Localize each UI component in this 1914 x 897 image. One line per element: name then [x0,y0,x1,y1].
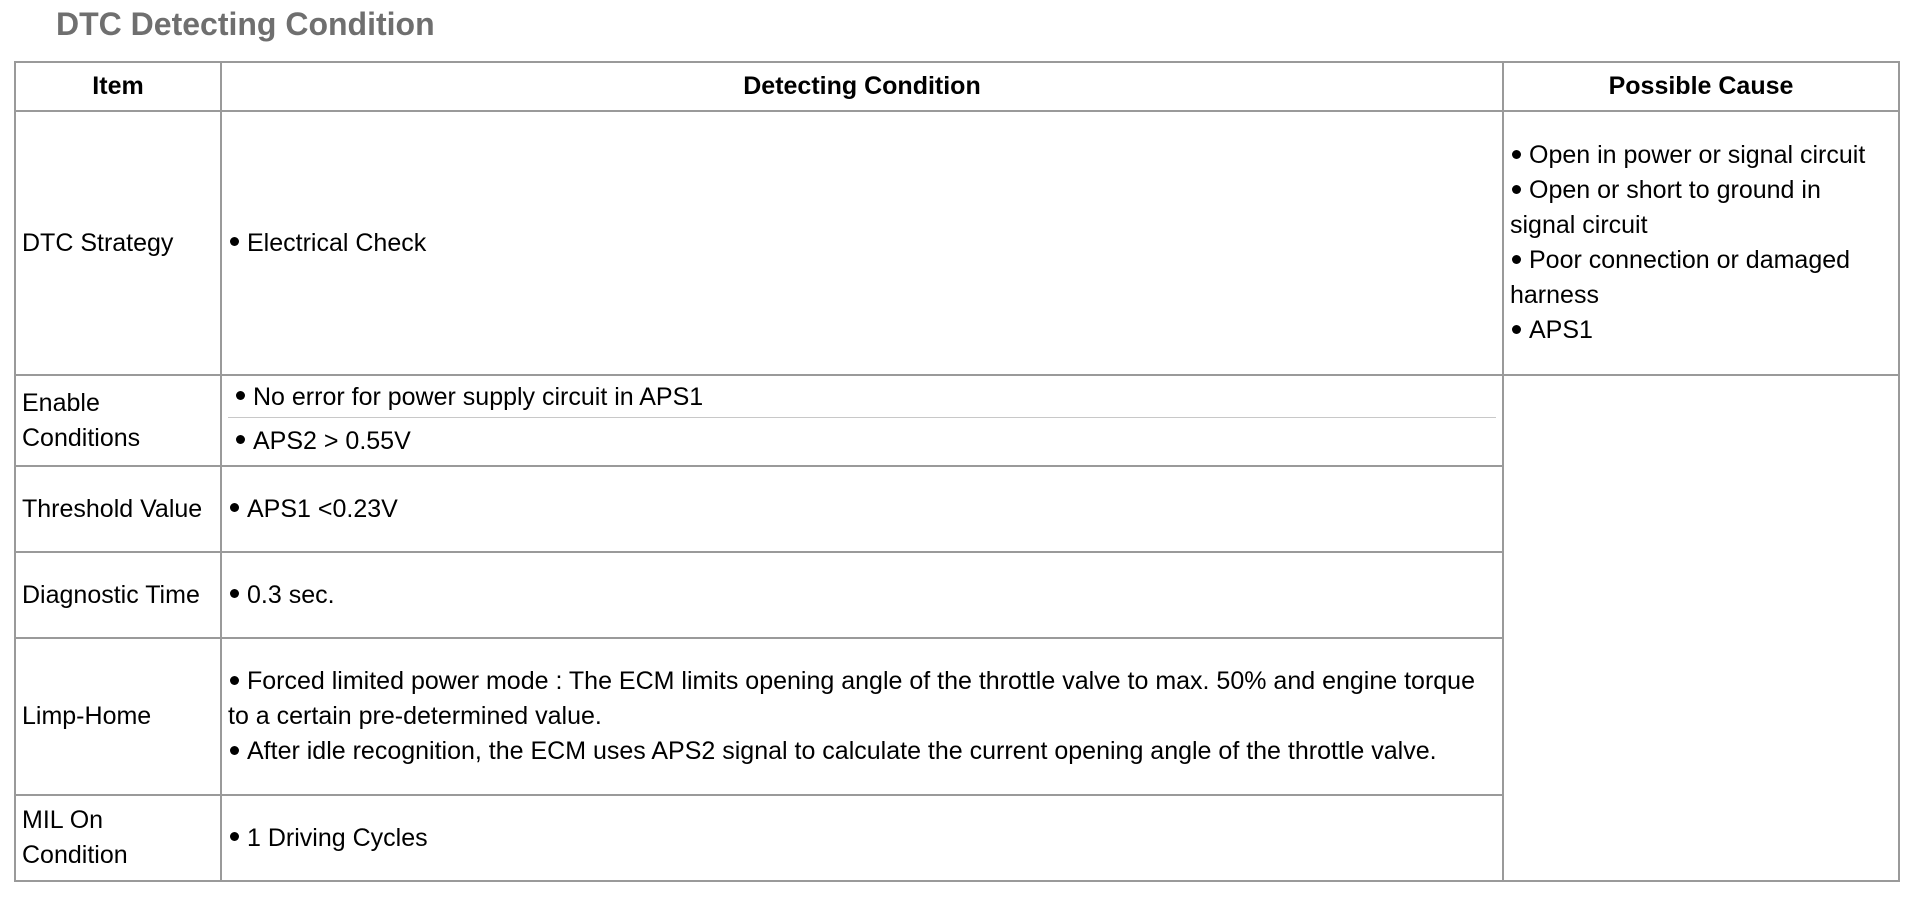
cause-line [1510,173,1892,243]
condition-cell [221,552,1503,638]
condition-text: 1 Driving Cycles [247,823,428,852]
page-title: DTC Detecting Condition [56,6,435,42]
dtc-table [14,61,1900,882]
possible-cause-cell [1503,111,1899,375]
table-row [15,111,1899,375]
bullet-icon [230,589,239,598]
condition-text: Forced limited power mode : The ECM limits opening angle of the throttle valve to max. 50% and engine torque to a certain pre-determined value. [228,667,1475,730]
condition-text: APS1 <0.23V [247,494,398,523]
table-row [15,375,1899,466]
item-cell-dtc-strategy: DTC Strategy [15,111,221,375]
condition-cell [221,375,1503,466]
condition-line [228,821,1496,856]
item-cell-mil-on-condition: MIL On Condition [15,795,221,881]
cause-line [1510,138,1892,173]
header-possible-cause: Possible Cause [1503,62,1899,111]
condition-text: APS2 > 0.55V [253,426,411,455]
item-cell-limp-home: Limp-Home [15,638,221,795]
condition-cell [221,466,1503,552]
condition-line [228,377,1496,418]
condition-text: After idle recognition, the ECM uses APS2 signal to calculate the current opening angle of the throttle valve. [247,737,1437,765]
item-cell-threshold-value: Threshold Value [15,466,221,552]
item-cell-enable-conditions: Enable Conditions [15,375,221,466]
cause-text: APS1 [1529,316,1593,344]
bullet-icon [230,237,239,246]
condition-line [228,578,1496,613]
cause-text: Poor connection or damaged harness [1510,246,1851,309]
header-detecting-condition: Detecting Condition [221,62,1503,111]
possible-cause-empty-cell [1503,375,1899,881]
bullet-icon [230,503,239,512]
header-item: Item [15,62,221,111]
condition-text: Electrical Check [247,228,427,257]
bullet-icon [1512,325,1521,334]
item-cell-diagnostic-time: Diagnostic Time [15,552,221,638]
cause-line [1510,243,1892,313]
bullet-icon [230,832,239,841]
condition-cell [221,795,1503,881]
header-row [15,62,1899,111]
bullet-icon [230,746,239,755]
bullet-icon [236,435,245,444]
condition-line [228,664,1496,734]
condition-line [228,418,1496,465]
condition-text: No error for power supply circuit in APS1 [253,382,704,411]
cause-text: Open in power or signal circuit [1529,141,1866,169]
bullet-icon [1512,185,1521,194]
condition-cell [221,111,1503,375]
bullet-icon [236,391,245,400]
condition-line [228,492,1496,527]
bullet-icon [1512,150,1521,159]
cause-line [1510,313,1892,348]
bullet-icon [1512,255,1521,264]
condition-cell [221,638,1503,795]
cause-text: Open or short to ground in signal circuit [1510,176,1821,239]
condition-text: 0.3 sec. [247,580,335,609]
bullet-icon [230,676,239,685]
condition-line [228,226,1496,261]
condition-line [228,734,1496,769]
